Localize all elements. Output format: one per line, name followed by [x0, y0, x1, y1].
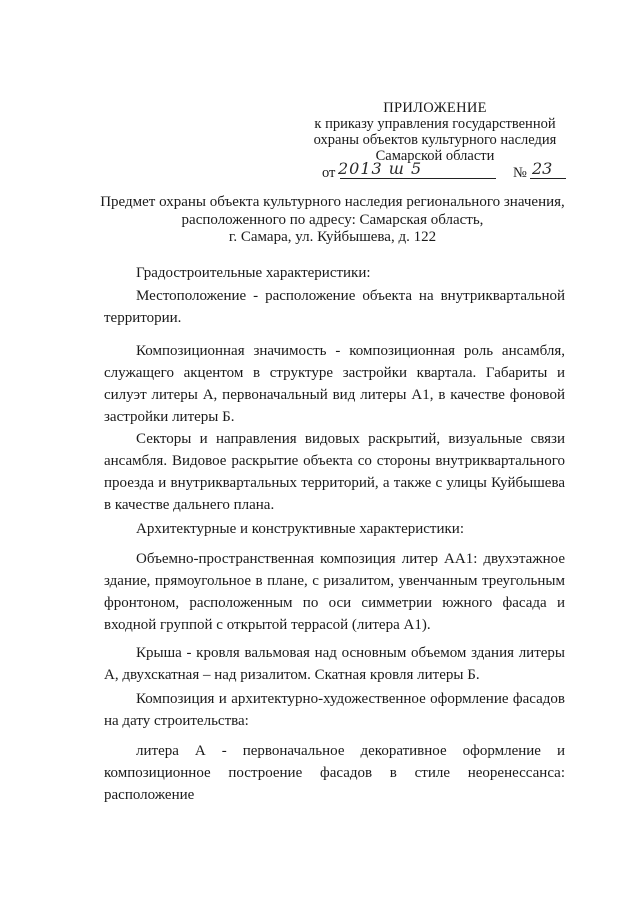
appendix-line-2: охраны объектов культурного наследия [313, 132, 557, 148]
order-date-number-line [300, 159, 570, 183]
paragraph-spatial-composition: Объемно-пространственная композиция литер АА1: двухэтажное здание, прямоугольное в плане, с ризалитом, увенчанным треугольным фронтоном, расположенным по оси симметрии южного фасада и входной группой с открытой террасой (литера А1). [104, 551, 565, 633]
number-underline [530, 178, 566, 179]
paragraph-facade-composition: Композиция и архитектурно-художественное оформление фасадов на дату строительства: [104, 691, 565, 729]
paragraph-roof: Крыша - кровля вальмовая над основным объемом здания литеры А, двухскатная – над ризалитом. Скатная кровля литеры Б. [104, 645, 565, 683]
subject-line-2: расположенного по адресу: Самарская область, [181, 211, 484, 228]
paragraph-urban-characteristics: Градостроительные характеристики: [136, 265, 371, 281]
appendix-line-3: Самарской области [375, 148, 495, 164]
handwritten-date: 2013 ш 5 [338, 159, 423, 178]
appendix-block [300, 100, 570, 183]
paragraph-litera-a: литера А - первоначальное декоративное оформление и композиционное построение фасадов в стиле неоренессанса: расположение [104, 743, 565, 803]
paragraph-composition-significance: Композиционная значимость - композиционная роль ансамбля, служащего акцентом в структуре застройки квартала. Габариты и силуэт литеры А, первоначальный вид литеры А1, в качестве фоновой застройки литеры Б. [104, 343, 565, 425]
subject-line-3: г. Самара, ул. Куйбышева, д. 122 [228, 229, 437, 245]
paragraph-view-sectors: Секторы и направления видовых раскрытий, визуальные связи ансамбля. Видовое раскрытие объекта со стороны внутриквартального проезда и внутриквартальных территорий, а также с улицы Куйбышева в качестве дальнего плана. [104, 431, 565, 513]
subject-heading [100, 194, 565, 247]
subject-line-1: Предмет охраны объекта культурного наследия регионального значения, [100, 194, 565, 210]
date-underline [340, 178, 496, 179]
appendix-title: ПРИЛОЖЕНИЕ [383, 100, 487, 116]
handwritten-number: 23 [532, 159, 553, 178]
date-prefix: от [322, 165, 336, 181]
paragraph-location: Местоположение - расположение объекта на внутриквартальной территории. [104, 288, 565, 326]
appendix-line-1: к приказу управления государственной [314, 116, 556, 132]
paragraph-architectural-characteristics: Архитектурные и конструктивные характеристики: [136, 521, 465, 537]
number-sign: № [513, 165, 527, 181]
